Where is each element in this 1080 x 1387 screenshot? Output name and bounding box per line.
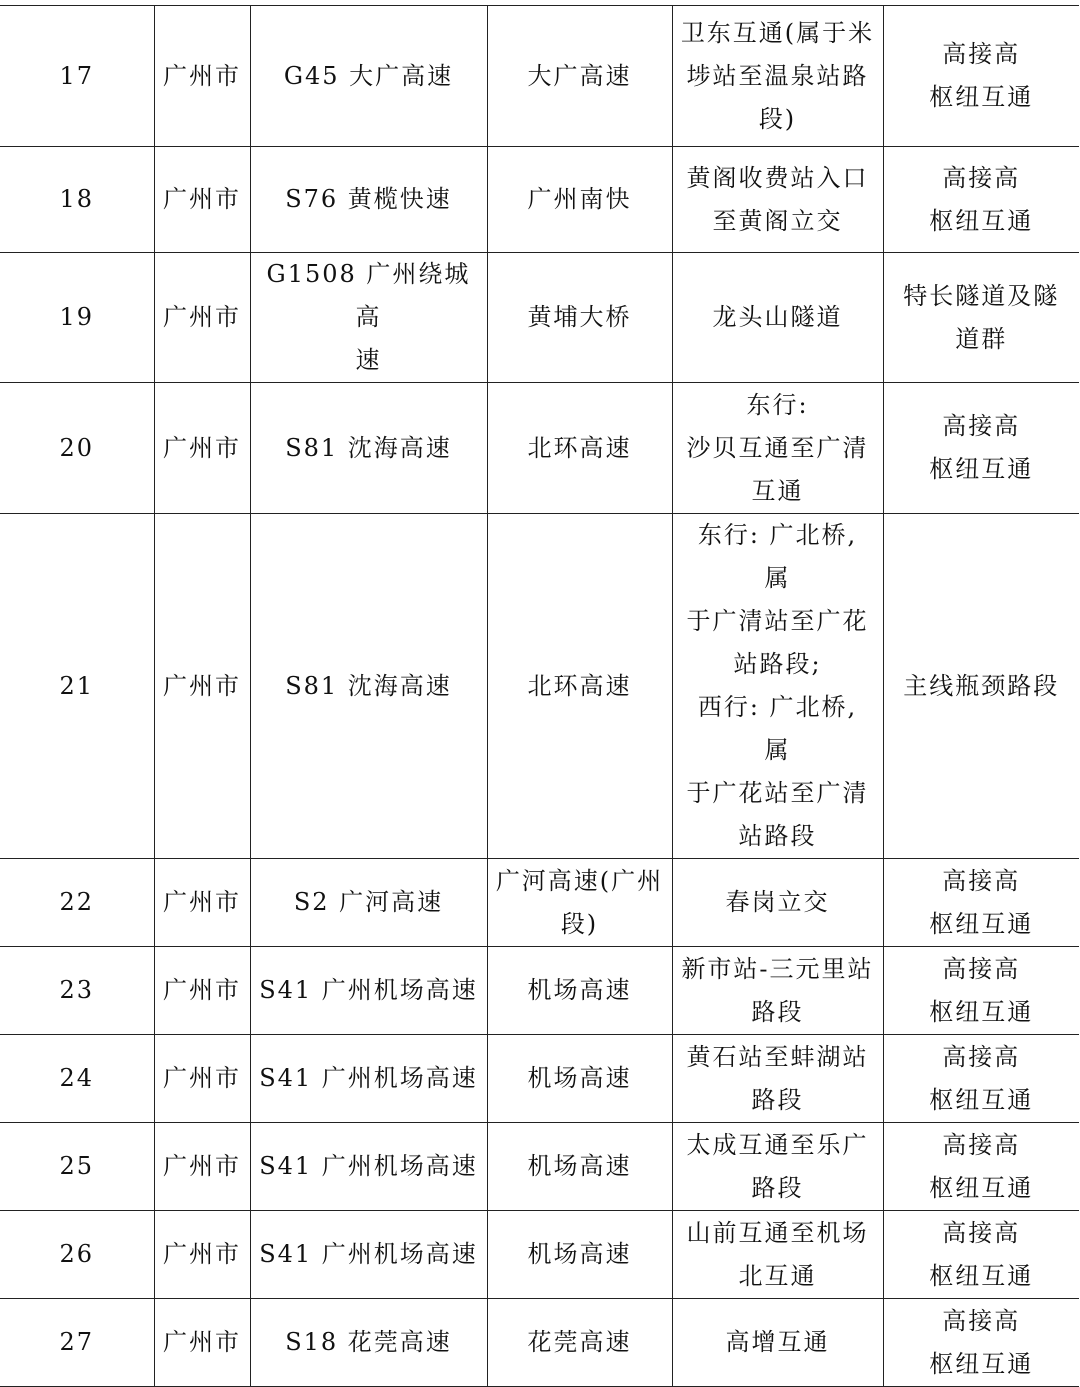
cell-location xyxy=(672,147,883,253)
cell-number xyxy=(0,253,154,383)
cell-route-line: S41 广州机场高速 xyxy=(259,1152,478,1180)
cell-number-text: 22 xyxy=(59,888,95,916)
cell-type xyxy=(883,1123,1079,1211)
cell-route-line: S41 广州机场高速 xyxy=(259,1064,478,1092)
table-row xyxy=(0,253,1079,383)
cell-number xyxy=(0,947,154,1035)
cell-type-line: 高接高 xyxy=(942,1306,1021,1335)
cell-section-line: 大广高速 xyxy=(527,61,632,90)
cell-city-text: 广州市 xyxy=(163,976,241,1004)
cell-section xyxy=(487,253,672,383)
cell-location-line: 于广花站至广清 xyxy=(686,779,869,807)
cell-city-text: 广州市 xyxy=(163,303,241,331)
cell-location xyxy=(672,1035,883,1123)
cell-type-line: 枢纽互通 xyxy=(929,455,1034,483)
cell-type-line: 道群 xyxy=(955,324,1008,353)
cell-location-line: 站路段; xyxy=(733,650,822,678)
cell-number-text: 21 xyxy=(59,671,95,700)
cell-number xyxy=(0,1035,154,1123)
cell-type-line: 枢纽互通 xyxy=(929,1261,1034,1290)
cell-section xyxy=(487,859,672,947)
cell-city-text: 广州市 xyxy=(163,61,241,90)
cell-number-text: 26 xyxy=(59,1240,95,1268)
cell-city-text: 广州市 xyxy=(163,671,241,700)
cell-type-line: 高接高 xyxy=(942,40,1021,68)
cell-location-line: 东行: 广北桥, 属 xyxy=(697,521,858,592)
cell-type xyxy=(883,253,1079,383)
cell-number xyxy=(0,859,154,947)
cell-location-line: 西行: 广北桥, 属 xyxy=(697,693,858,764)
cell-number xyxy=(0,1123,154,1211)
cell-section xyxy=(487,6,672,147)
cell-location xyxy=(672,514,883,859)
cell-type-line: 枢纽互通 xyxy=(929,206,1034,235)
cell-location xyxy=(672,947,883,1035)
cell-number-text: 23 xyxy=(59,976,95,1004)
cell-route-line: S18 花莞高速 xyxy=(285,1328,452,1356)
cell-section xyxy=(487,1035,672,1123)
cell-city-text: 广州市 xyxy=(163,1064,241,1092)
cell-number-text: 19 xyxy=(59,303,95,331)
cell-type-line: 特长隧道及隧 xyxy=(903,281,1060,310)
cell-city-text: 广州市 xyxy=(163,888,241,916)
cell-location-line: 于广清站至广花 xyxy=(686,607,869,635)
cell-location xyxy=(672,1123,883,1211)
cell-location-line: 路段 xyxy=(751,1085,804,1114)
cell-location-line: 卫东互通(属于米 xyxy=(680,18,875,47)
cell-location-line: 段) xyxy=(758,104,797,133)
cell-city-text: 广州市 xyxy=(163,1152,241,1180)
cell-type-line: 高接高 xyxy=(942,1130,1021,1159)
cell-city-text: 广州市 xyxy=(163,1328,241,1356)
cell-city xyxy=(154,147,250,253)
cell-route-line: G45 大广高速 xyxy=(283,61,454,90)
cell-number xyxy=(0,6,154,147)
cell-route xyxy=(250,947,487,1035)
cell-location-line: 互通 xyxy=(751,476,804,505)
cell-number xyxy=(0,1299,154,1387)
cell-city xyxy=(154,1123,250,1211)
cell-route xyxy=(250,1123,487,1211)
cell-number-text: 25 xyxy=(59,1152,95,1180)
cell-number-text: 18 xyxy=(59,185,95,213)
cell-section xyxy=(487,1211,672,1299)
cell-city xyxy=(154,1211,250,1299)
cell-type-line: 高接高 xyxy=(942,954,1021,983)
cell-city-text: 广州市 xyxy=(163,1240,241,1268)
cell-section-line: 机场高速 xyxy=(527,1064,632,1092)
cell-number xyxy=(0,514,154,859)
table-row xyxy=(0,514,1079,859)
cell-city xyxy=(154,947,250,1035)
table-row xyxy=(0,859,1079,947)
cell-route-line: S81 沈海高速 xyxy=(285,671,452,700)
cell-city xyxy=(154,859,250,947)
cell-section xyxy=(487,383,672,514)
cell-section-line: 北环高速 xyxy=(527,433,632,462)
cell-route-line: S41 广州机场高速 xyxy=(259,976,478,1004)
cell-route xyxy=(250,1299,487,1387)
cell-section-line: 黄埔大桥 xyxy=(527,303,632,331)
cell-location-line: 东行: xyxy=(746,390,809,419)
cell-location-line: 埗站至温泉站路 xyxy=(686,61,869,90)
cell-type-line: 枢纽互通 xyxy=(929,1085,1034,1114)
cell-route xyxy=(250,6,487,147)
cell-type xyxy=(883,383,1079,514)
cell-type xyxy=(883,1035,1079,1123)
cell-section xyxy=(487,1299,672,1387)
table-row xyxy=(0,147,1079,253)
cell-route-line: S2 广河高速 xyxy=(293,888,444,916)
cell-route-line: S76 黄榄快速 xyxy=(285,185,452,213)
cell-type xyxy=(883,514,1079,859)
road-node-table xyxy=(0,5,1079,1387)
cell-section-line: 广州南快 xyxy=(527,185,632,213)
cell-location-line: 北互通 xyxy=(738,1261,817,1290)
cell-route xyxy=(250,1035,487,1123)
cell-type-line: 高接高 xyxy=(942,163,1021,192)
cell-city xyxy=(154,6,250,147)
table-row xyxy=(0,1123,1079,1211)
cell-location-line: 站路段 xyxy=(738,822,817,850)
cell-section-line: 广河高速(广州 xyxy=(495,866,664,895)
cell-city-text: 广州市 xyxy=(163,433,241,462)
cell-type xyxy=(883,1211,1079,1299)
cell-location xyxy=(672,253,883,383)
cell-section xyxy=(487,514,672,859)
cell-number-text: 20 xyxy=(59,433,95,462)
cell-route-line: S41 广州机场高速 xyxy=(259,1240,478,1268)
cell-location-line: 沙贝互通至广清 xyxy=(686,433,869,462)
cell-route xyxy=(250,147,487,253)
cell-location-line: 路段 xyxy=(751,1173,804,1202)
cell-type-line: 枢纽互通 xyxy=(929,997,1034,1026)
cell-section xyxy=(487,947,672,1035)
cell-number xyxy=(0,383,154,514)
cell-type-line: 高接高 xyxy=(942,1042,1021,1071)
cell-type-line: 高接高 xyxy=(942,866,1021,895)
cell-type xyxy=(883,859,1079,947)
cell-route xyxy=(250,859,487,947)
cell-location-line: 春岗立交 xyxy=(725,888,830,916)
cell-number xyxy=(0,147,154,253)
cell-type-line: 枢纽互通 xyxy=(929,909,1034,938)
cell-type xyxy=(883,1299,1079,1387)
cell-type-line: 高接高 xyxy=(942,1218,1021,1247)
table-row xyxy=(0,1035,1079,1123)
cell-location xyxy=(672,383,883,514)
cell-type-line: 枢纽互通 xyxy=(929,1349,1034,1378)
cell-city xyxy=(154,1035,250,1123)
cell-section xyxy=(487,1123,672,1211)
cell-location-line: 山前互通至机场 xyxy=(686,1218,869,1247)
cell-location-line: 路段 xyxy=(751,997,804,1026)
table-row xyxy=(0,1299,1079,1387)
cell-city xyxy=(154,383,250,514)
cell-location xyxy=(672,1299,883,1387)
cell-type-line: 主线瓶颈路段 xyxy=(903,671,1060,700)
table-row xyxy=(0,383,1079,514)
cell-location-line: 黄阁收费站入口 xyxy=(686,163,869,192)
cell-type xyxy=(883,6,1079,147)
cell-section-line: 机场高速 xyxy=(527,1152,632,1180)
cell-location xyxy=(672,1211,883,1299)
cell-section-line: 段) xyxy=(560,909,599,938)
cell-number-text: 17 xyxy=(59,61,95,90)
cell-route xyxy=(250,383,487,514)
cell-location xyxy=(672,6,883,147)
cell-location xyxy=(672,859,883,947)
table-body xyxy=(0,6,1079,1387)
cell-city xyxy=(154,514,250,859)
cell-location-line: 黄石站至蚌湖站 xyxy=(686,1042,869,1071)
cell-type-line: 枢纽互通 xyxy=(929,1173,1034,1202)
table-row xyxy=(0,6,1079,147)
cell-number-text: 27 xyxy=(59,1328,95,1356)
cell-route-line: S81 沈海高速 xyxy=(285,433,452,462)
cell-location-line: 至黄阁立交 xyxy=(712,206,843,235)
cell-route-line: 速 xyxy=(355,346,382,374)
cell-route xyxy=(250,514,487,859)
cell-section-line: 北环高速 xyxy=(527,671,632,700)
cell-type-line: 高接高 xyxy=(942,412,1021,440)
cell-location-line: 新市站-三元里站 xyxy=(681,954,874,983)
cell-location-line: 高增互通 xyxy=(725,1328,830,1356)
cell-type xyxy=(883,147,1079,253)
cell-location-line: 太成互通至乐广 xyxy=(686,1130,869,1159)
cell-section-line: 机场高速 xyxy=(527,976,632,1004)
cell-number xyxy=(0,1211,154,1299)
cell-route-line: G1508 广州绕城高 xyxy=(266,260,471,331)
cell-section xyxy=(487,147,672,253)
table-row xyxy=(0,1211,1079,1299)
cell-location-line: 龙头山隧道 xyxy=(712,303,843,331)
cell-section-line: 花莞高速 xyxy=(527,1328,632,1356)
table-row xyxy=(0,947,1079,1035)
cell-section-line: 机场高速 xyxy=(527,1240,632,1268)
cell-route xyxy=(250,253,487,383)
cell-type xyxy=(883,947,1079,1035)
cell-number-text: 24 xyxy=(59,1064,95,1092)
cell-city xyxy=(154,1299,250,1387)
cell-city-text: 广州市 xyxy=(163,185,241,213)
cell-city xyxy=(154,253,250,383)
cell-route xyxy=(250,1211,487,1299)
cell-type-line: 枢纽互通 xyxy=(929,83,1034,111)
